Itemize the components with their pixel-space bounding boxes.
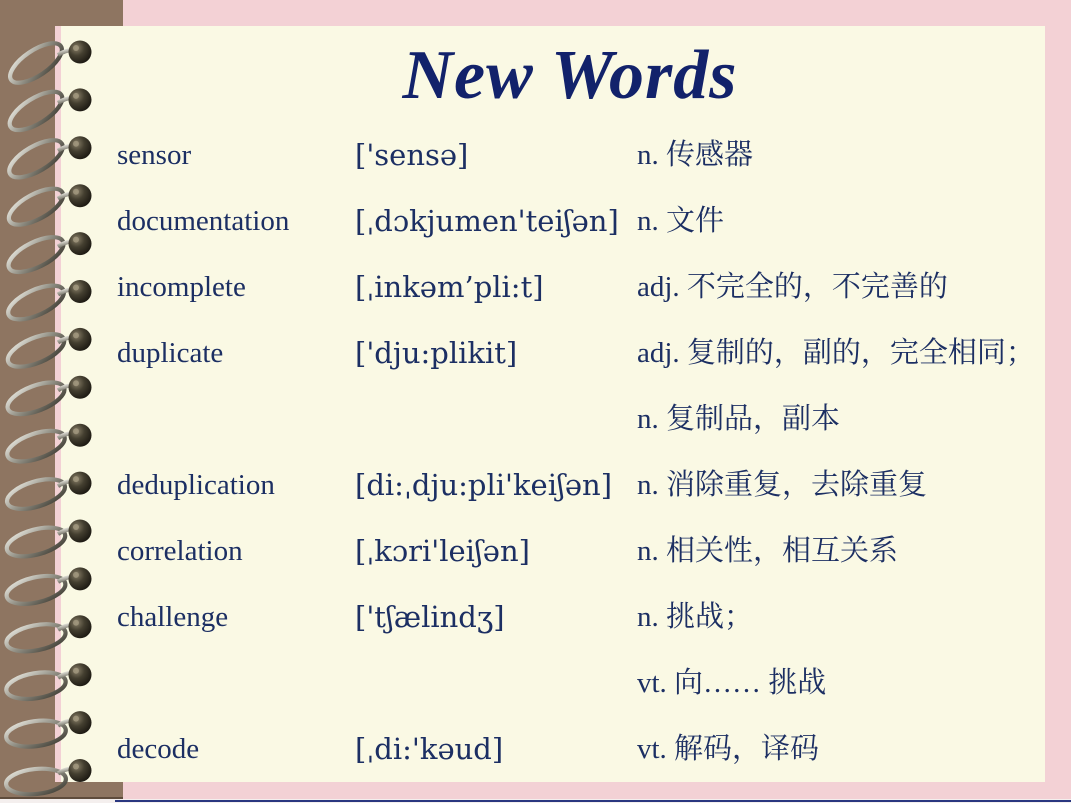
word: deduplication [117, 469, 275, 501]
word: duplicate [117, 337, 224, 369]
vocab-row [0, 531, 1071, 571]
phonetic: [ˌinkəm’pli:t] [355, 270, 544, 304]
phonetic: ['dju:plikit] [355, 336, 518, 370]
meaning: vt. 向…… 挑战 [637, 667, 827, 699]
phonetic: ['tʃælindʒ] [355, 600, 505, 634]
meaning: vt. 解码，译码 [637, 733, 820, 765]
word: documentation [117, 205, 290, 237]
meaning: n. 复制品，副本 [637, 403, 841, 435]
slide-bottom-line [115, 800, 1071, 802]
phonetic: [ˌdi:'kəud] [355, 732, 504, 766]
vocab-row [0, 663, 1071, 703]
slide-title: New Words [402, 37, 738, 114]
meaning: n. 相关性，相互关系 [637, 535, 899, 567]
vocab-row [0, 135, 1071, 175]
meaning: n. 挑战； [637, 601, 754, 633]
spiral-binding-icon [0, 0, 110, 803]
meaning: adj. 复制的，副的，完全相同； [637, 337, 1035, 369]
vocab-row [0, 201, 1071, 241]
word: incomplete [117, 271, 246, 303]
word: challenge [117, 601, 229, 633]
phonetic: [di:ˌdju:pli'keiʃən] [355, 468, 613, 502]
word: decode [117, 733, 200, 765]
meaning: adj. 不完全的，不完善的 [637, 271, 948, 303]
meaning: n. 传感器 [637, 139, 754, 171]
word: correlation [117, 535, 243, 567]
vocab-row [0, 267, 1071, 307]
vocab-row [0, 333, 1071, 373]
meaning: n. 文件 [637, 205, 725, 237]
meaning: n. 消除重复，去除重复 [637, 469, 928, 501]
phonetic: [ˌkɔri'leiʃən] [355, 534, 530, 568]
phonetic: [ˌdɔkjumen'teiʃən] [355, 204, 619, 238]
word: sensor [117, 139, 192, 171]
vocab-row [0, 399, 1071, 439]
phonetic: ['sensə] [355, 138, 469, 172]
vocab-row [0, 597, 1071, 637]
vocab-row [0, 729, 1071, 769]
vocab-row [0, 465, 1071, 505]
